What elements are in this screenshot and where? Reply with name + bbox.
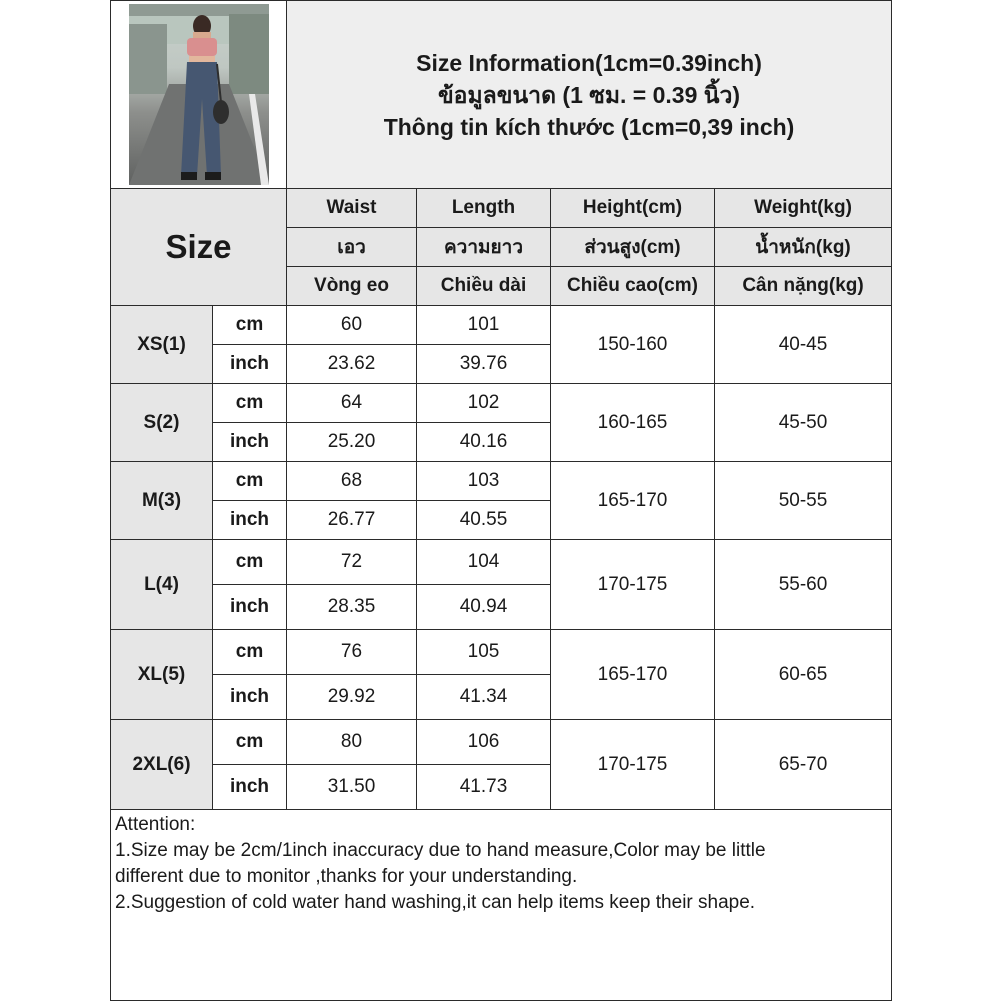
unit-label-cm: cm [213,384,287,423]
height-range-value: 170-175 [551,720,715,810]
waist-inch-value: 31.50 [287,765,417,810]
col-header-height-th: ส่วนสูง(cm) [551,228,715,267]
waist-inch-value: 25.20 [287,423,417,462]
length-inch-value: 40.94 [417,585,551,630]
notes-row [111,810,892,1001]
unit-label-inch: inch [213,765,287,810]
col-header-waist-en: Waist [287,189,417,228]
length-inch-value: 39.76 [417,345,551,384]
note-line-3: 2.Suggestion of cold water hand washing,it can help items keep their shape. [115,892,756,913]
size-label: 2XL(6) [111,720,213,810]
waist-cm-value: 80 [287,720,417,765]
unit-label-cm: cm [213,462,287,501]
length-inch-value: 40.55 [417,501,551,540]
waist-cm-value: 60 [287,306,417,345]
length-inch-value: 41.73 [417,765,551,810]
waist-inch-value: 23.62 [287,345,417,384]
height-range-value: 160-165 [551,384,715,462]
unit-label-inch: inch [213,423,287,462]
note-attention: Attention: [115,814,196,835]
model-photo [129,4,269,185]
size-header-label: Size [165,228,232,265]
size-label: XL(5) [111,630,213,720]
height-range-value: 150-160 [551,306,715,384]
col-header-weight-th: น้ำหนัก(kg) [715,228,892,267]
unit-label-cm: cm [213,720,287,765]
unit-label-inch: inch [213,675,287,720]
col-header-height-en: Height(cm) [551,189,715,228]
size-label: XS(1) [111,306,213,384]
waist-cm-value: 68 [287,462,417,501]
weight-range-value: 55-60 [715,540,892,630]
size-header-cell [111,189,287,306]
size-row-cm [111,462,892,501]
unit-label-cm: cm [213,630,287,675]
photo-cell [111,1,287,189]
size-row-cm [111,720,892,765]
header-row [111,1,892,189]
size-chart-table [110,0,892,1001]
model-photo-icon [129,4,269,185]
waist-inch-value: 29.92 [287,675,417,720]
waist-inch-value: 26.77 [287,501,417,540]
length-cm-value: 106 [417,720,551,765]
length-cm-value: 101 [417,306,551,345]
title-english: Size Information(1cm=0.39inch) [416,49,762,76]
unit-label-cm: cm [213,306,287,345]
unit-label-cm: cm [213,540,287,585]
col-header-length-vi: Chiều dài [417,267,551,306]
notes-cell [111,810,892,1001]
col-header-waist-vi: Vòng eo [287,267,417,306]
length-cm-value: 103 [417,462,551,501]
weight-range-value: 40-45 [715,306,892,384]
title-vietnamese: Thông tin kích thước (1cm=0,39 inch) [383,113,795,140]
col-header-weight-vi: Cân nặng(kg) [715,267,892,306]
col-header-length-en: Length [417,189,551,228]
waist-cm-value: 64 [287,384,417,423]
length-inch-value: 40.16 [417,423,551,462]
length-cm-value: 102 [417,384,551,423]
note-line-1: 1.Size may be 2cm/1inch inaccuracy due to hand measure,Color may be little [115,840,766,861]
col-header-waist-th: เอว [287,228,417,267]
waist-inch-value: 28.35 [287,585,417,630]
waist-cm-value: 76 [287,630,417,675]
size-row-cm [111,630,892,675]
weight-range-value: 50-55 [715,462,892,540]
unit-label-inch: inch [213,501,287,540]
col-header-weight-en: Weight(kg) [715,189,892,228]
size-chart-sheet [110,0,891,1002]
size-row-cm [111,306,892,345]
waist-cm-value: 72 [287,540,417,585]
height-range-value: 165-170 [551,630,715,720]
title-thai: ข้อมูลขนาด (1 ซม. = 0.39 นิ้ว) [437,81,741,108]
unit-label-inch: inch [213,345,287,384]
column-header-row-en [111,189,892,228]
size-row-cm [111,540,892,585]
height-range-value: 165-170 [551,462,715,540]
title-cell [287,1,892,189]
unit-label-inch: inch [213,585,287,630]
col-header-length-th: ความยาว [417,228,551,267]
size-label: M(3) [111,462,213,540]
size-label: L(4) [111,540,213,630]
size-row-cm [111,384,892,423]
length-cm-value: 104 [417,540,551,585]
height-range-value: 170-175 [551,540,715,630]
length-inch-value: 41.34 [417,675,551,720]
col-header-height-vi: Chiều cao(cm) [551,267,715,306]
weight-range-value: 60-65 [715,630,892,720]
note-line-2: different due to monitor ,thanks for your understanding. [115,866,578,887]
size-label: S(2) [111,384,213,462]
weight-range-value: 65-70 [715,720,892,810]
weight-range-value: 45-50 [715,384,892,462]
length-cm-value: 105 [417,630,551,675]
